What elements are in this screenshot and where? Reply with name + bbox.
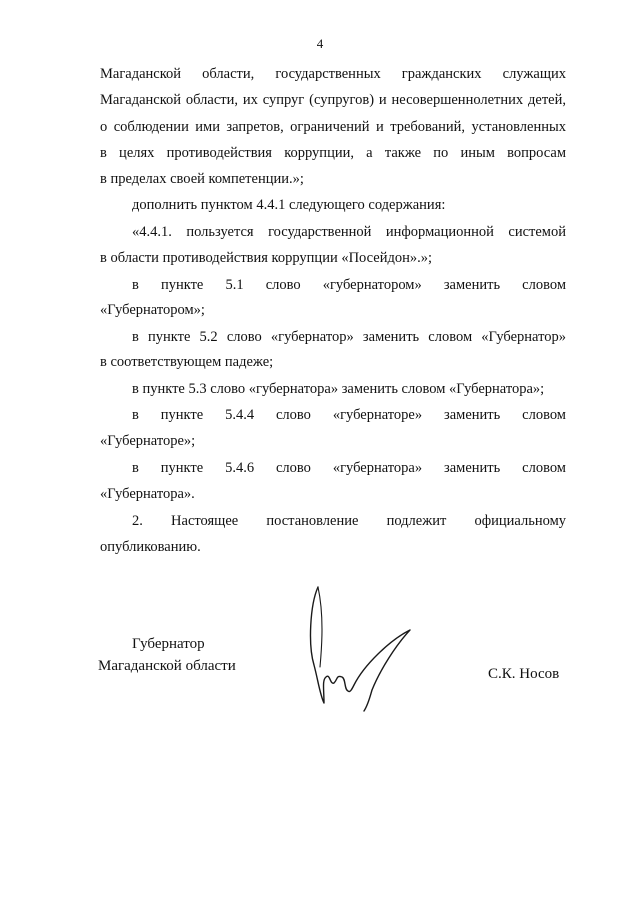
body-line: в пункте 5.2 слово «губернатор» заменить словом «Губернатор» [132,329,566,345]
body-line: в целях противодействия коррупции, а также по иным вопросам [100,145,566,161]
signatory-title [98,633,298,677]
body-line: Магаданской области, их супруг (супругов) и несовершеннолетних детей, [100,92,566,108]
body-line: «Губернатора». [100,486,195,502]
body-line: «Губернатором»; [100,302,205,318]
signatory-title-line: Магаданской области [98,658,236,674]
body-line: о соблюдении ими запретов, ограничений и требований, установленных [100,119,566,135]
body-line: 2. Настоящее постановление подлежит официальному [132,513,566,529]
signatory-title-line: Губернатор [132,636,205,652]
body-line: в пункте 5.4.6 слово «губернатора» заменить словом [132,460,566,476]
signatory-name: С.К. Носов [488,666,560,682]
body-line: Магаданской области, государственных гражданских служащих [100,66,566,82]
body-line: «Губернаторе»; [100,433,196,449]
page-number: 4 [316,36,324,51]
body-line: «4.4.1. пользуется государственной информационной системой [132,224,566,240]
body-line: в соответствующем падеже; [100,354,274,370]
handwritten-signature [300,585,420,715]
body-line: в пункте 5.1 слово «губернатором» заменить словом [132,277,566,293]
body-line: в области противодействия коррупции «Посейдон».»; [100,250,433,266]
body-line: в пункте 5.4.4 слово «губернаторе» заменить словом [132,407,566,423]
body-line: дополнить пунктом 4.4.1 следующего содержания: [132,197,446,213]
body-line: в пункте 5.3 слово «губернатора» заменить словом «Губернатора»; [132,381,545,397]
body-line: в пределах своей компетенции.»; [100,171,304,187]
body-line: опубликованию. [100,539,201,555]
